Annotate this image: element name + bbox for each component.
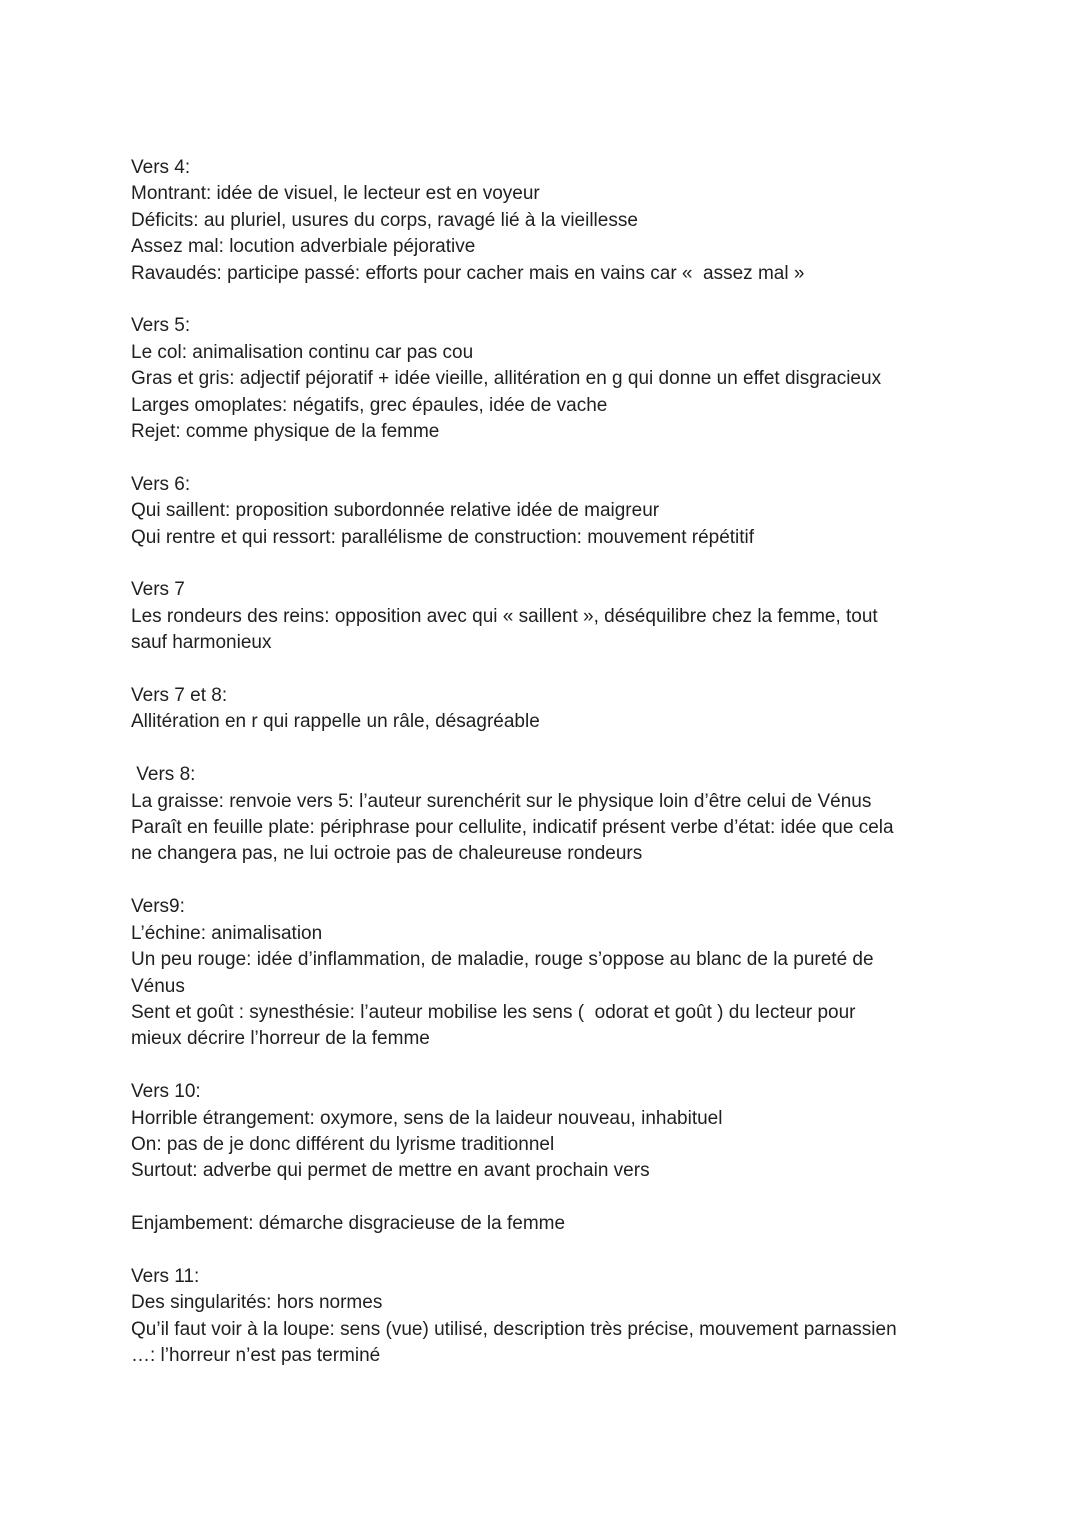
section-line: Vénus [131, 975, 185, 997]
section-vers-7-et-8 [131, 683, 971, 736]
section-line: mieux décrire l’horreur de la femme [131, 1028, 430, 1050]
section-vers-7 [131, 577, 971, 656]
section-heading: Vers 4: [131, 157, 191, 178]
section-line: Sent et goût : synesthésie: l’auteur mobilise les sens ( odorat et goût ) du lecteur pour [131, 1001, 856, 1023]
section-line: ne changera pas, ne lui octroie pas de chaleureuse rondeurs [131, 843, 643, 865]
section-vers-4 [131, 155, 971, 287]
section-line: Allitération en r qui rappelle un râle, désagréable [131, 711, 540, 733]
section-line: Horrible étrangement: oxymore, sens de la laideur nouveau, inhabituel [131, 1107, 723, 1129]
section-heading: Vers 5: [131, 315, 191, 337]
section-heading: Vers9: [131, 896, 185, 918]
section-vers-9 [131, 894, 971, 1052]
section-line: Paraît en feuille plate: périphrase pour cellulite, indicatif présent verbe d’état: idée que cela [131, 817, 894, 839]
section-line: …: l’horreur n’est pas terminé [131, 1345, 381, 1367]
section-line: Les rondeurs des reins: opposition avec qui « saillent », déséquilibre chez la femme, tout [131, 605, 878, 627]
section-line: Des singularités: hors normes [131, 1292, 383, 1314]
section-vers-11 [131, 1264, 971, 1370]
section-heading: Vers 6: [131, 473, 191, 495]
section-line: Montrant: idée de visuel, le lecteur est en voyeur [131, 183, 540, 205]
section-line: Larges omoplates: négatifs, grec épaules, idée de vache [131, 394, 608, 416]
section-vers-5 [131, 313, 971, 445]
section-line: Le col: animalisation continu car pas cou [131, 341, 474, 363]
section-heading: Vers 11: [131, 1265, 200, 1287]
section-line: Enjambement: démarche disgracieuse de la femme [131, 1213, 566, 1235]
section-line: Rejet: comme physique de la femme [131, 421, 440, 443]
section-line: Un peu rouge: idée d’inflammation, de maladie, rouge s’oppose au blanc de la pureté de [131, 949, 874, 971]
section-enjambement [131, 1211, 971, 1237]
section-line: Qu’il faut voir à la loupe: sens (vue) utilisé, description très précise, mouvement parnassien [131, 1318, 897, 1340]
section-line: On: pas de je donc différent du lyrisme traditionnel [131, 1133, 555, 1155]
section-line: Assez mal: locution adverbiale péjorative [131, 236, 476, 258]
section-vers-6 [131, 472, 971, 551]
section-vers-10 [131, 1079, 971, 1185]
section-heading: Vers 10: [131, 1081, 201, 1103]
section-heading: Vers 7 [131, 579, 185, 601]
section-line: Gras et gris: adjectif péjoratif + idée vieille, allitération en g qui donne un effet disgracieux [131, 368, 882, 390]
section-line: Qui rentre et qui ressort: parallélisme de construction: mouvement répétitif [131, 526, 755, 548]
section-line: sauf harmonieux [131, 632, 272, 654]
section-heading: Vers 7 et 8: [131, 685, 228, 707]
section-line: La graisse: renvoie vers 5: l’auteur surenchérit sur le physique loin d’être celui de Vénus [131, 790, 872, 812]
document-page [131, 155, 971, 1396]
section-line: Qui saillent: proposition subordonnée relative idée de maigreur [131, 500, 660, 522]
section-line: Surtout: adverbe qui permet de mettre en avant prochain vers [131, 1160, 650, 1182]
section-vers-8 [131, 762, 971, 868]
section-line: Ravaudés: participe passé: efforts pour cacher mais en vains car « assez mal » [131, 262, 805, 284]
section-heading: Vers 8: [131, 764, 196, 786]
section-line: L’échine: animalisation [131, 922, 323, 944]
section-line: Déficits: au pluriel, usures du corps, ravagé lié à la vieillesse [131, 209, 638, 231]
